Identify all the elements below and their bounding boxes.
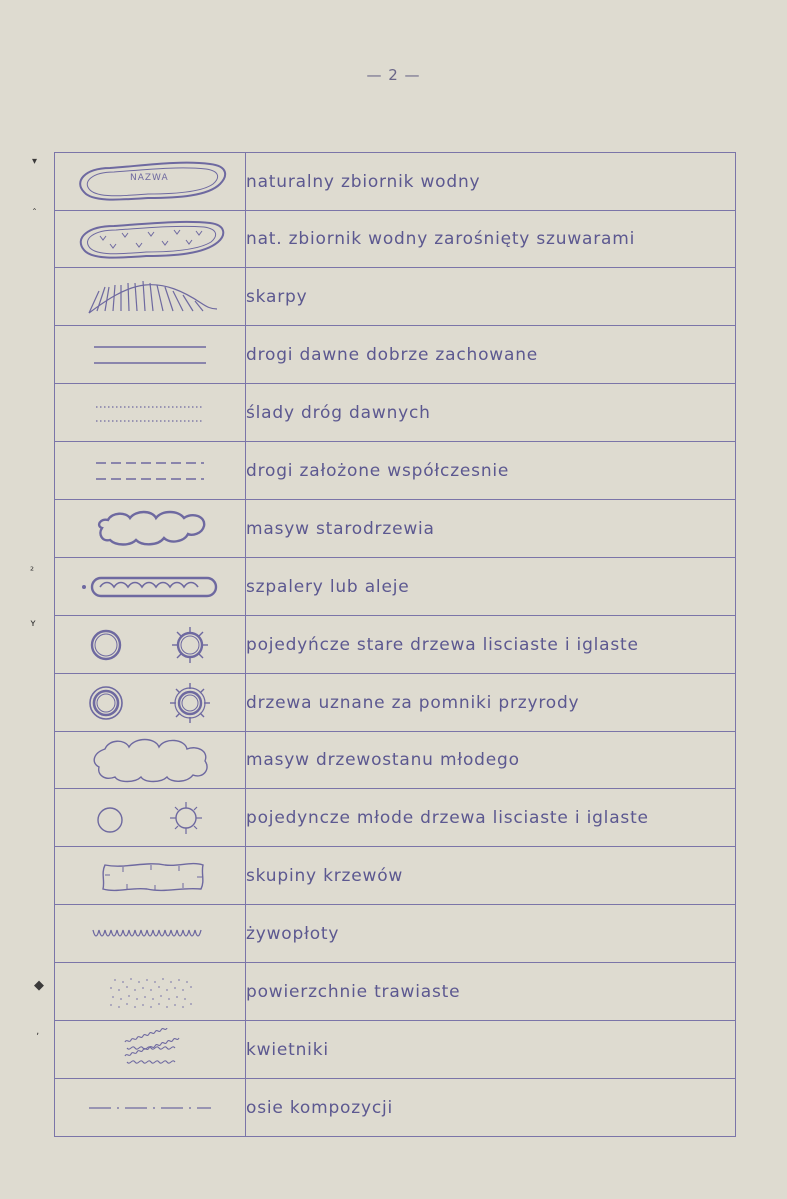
- legend-row: [55, 847, 736, 905]
- margin-mark: ◆: [34, 978, 44, 993]
- margin-mark: ʏ: [30, 618, 37, 629]
- legend-label: naturalny zbiornik wodny: [246, 153, 736, 211]
- legend-table: [54, 152, 736, 1137]
- slope-icon: [55, 268, 246, 326]
- monument-trees-icon: [55, 674, 246, 732]
- axis-line-icon: [55, 1079, 246, 1137]
- legend-label: powierzchnie trawiaste: [246, 963, 736, 1021]
- lake-name-label: NAZWA: [130, 172, 169, 183]
- dotted-double-line-icon: [55, 384, 246, 442]
- legend-row: [55, 153, 736, 211]
- hedge-icon: [55, 905, 246, 963]
- legend-label: pojedyncze młode drzewa lisciaste i iglaste: [246, 789, 736, 847]
- lake-icon: [55, 153, 246, 211]
- legend-label: pojedyńcze stare drzewa lisciaste i iglaste: [246, 616, 736, 674]
- legend-row: [55, 732, 736, 789]
- page-number: — 2 —: [366, 66, 421, 84]
- legend-row: [55, 558, 736, 616]
- legend-label: ślady dróg dawnych: [246, 384, 736, 442]
- legend-label: osie kompozycji: [246, 1079, 736, 1137]
- legend-row: [55, 905, 736, 963]
- shrubs-icon: [55, 847, 246, 905]
- legend-row: [55, 616, 736, 674]
- legend-label: drogi założone współczesnie: [246, 442, 736, 500]
- legend-row: [55, 442, 736, 500]
- legend-label: masyw starodrzewia: [246, 500, 736, 558]
- legend-row: [55, 963, 736, 1021]
- legend-row: [55, 268, 736, 326]
- alley-icon: [55, 558, 246, 616]
- legend-label: kwietniki: [246, 1021, 736, 1079]
- margin-mark: ²: [30, 566, 35, 577]
- legend-label: drzewa uznane za pomniki przyrody: [246, 674, 736, 732]
- legend-row: [55, 326, 736, 384]
- legend-label: masyw drzewostanu młodego: [246, 732, 736, 789]
- old-forest-mass-icon: [55, 500, 246, 558]
- old-trees-icon: [55, 616, 246, 674]
- flowerbed-icon: [55, 1021, 246, 1079]
- legend-row: [55, 500, 736, 558]
- legend-label: skupiny krzewów: [246, 847, 736, 905]
- dashed-double-line-icon: [55, 442, 246, 500]
- young-forest-mass-icon: [55, 732, 246, 789]
- legend-label: żywopłoty: [246, 905, 736, 963]
- legend-row: [55, 384, 736, 442]
- legend-row: [55, 789, 736, 847]
- legend-row: [55, 211, 736, 268]
- legend-label: skarpy: [246, 268, 736, 326]
- grass-icon: [55, 963, 246, 1021]
- solid-double-line-icon: [55, 326, 246, 384]
- margin-mark: ▾: [32, 156, 38, 167]
- legend-label: drogi dawne dobrze zachowane: [246, 326, 736, 384]
- margin-mark: ˆ: [32, 208, 37, 219]
- reedy-lake-icon: [55, 211, 246, 268]
- legend-row: [55, 1021, 736, 1079]
- legend-row: [55, 1079, 736, 1137]
- legend-label: nat. zbiornik wodny zarośnięty szuwarami: [246, 211, 736, 268]
- young-trees-icon: [55, 789, 246, 847]
- legend-label: szpalery lub aleje: [246, 558, 736, 616]
- legend-row: [55, 674, 736, 732]
- margin-mark: ʼ: [36, 1032, 40, 1043]
